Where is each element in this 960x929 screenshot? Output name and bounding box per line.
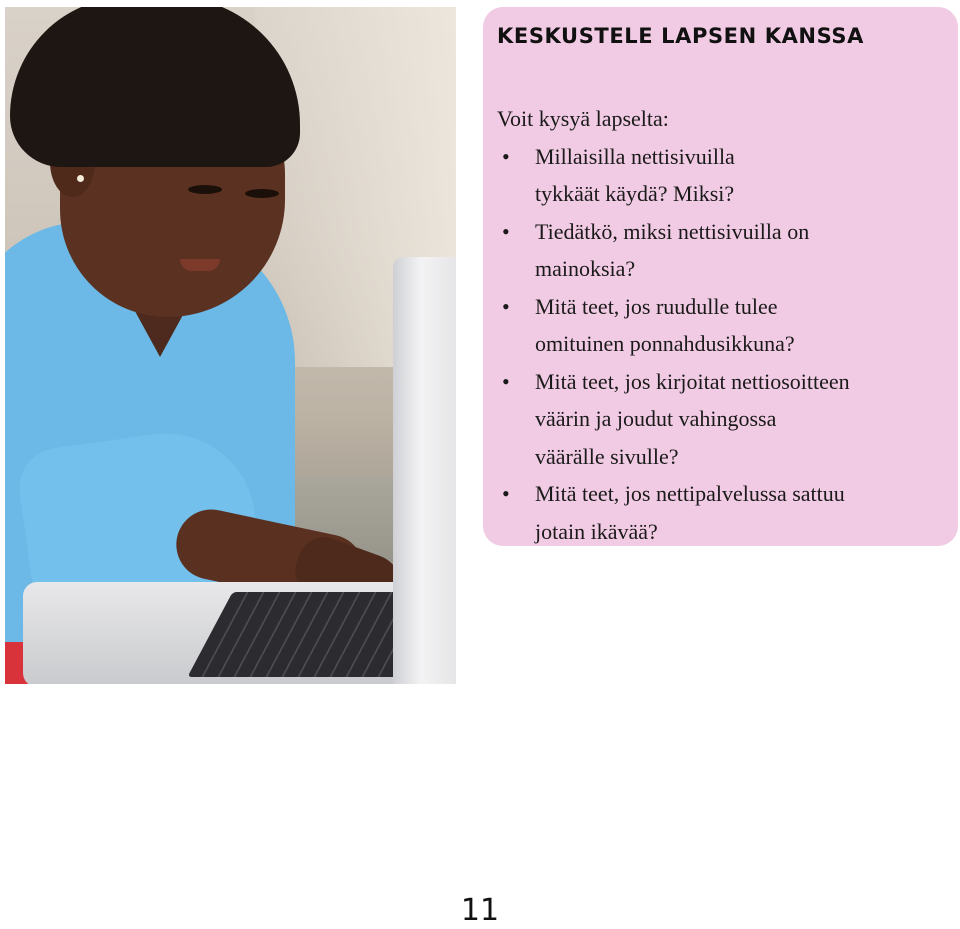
question-line: tykkäät käydä? Miksi?	[535, 181, 735, 206]
intro-text: Voit kysyä lapselta:	[497, 106, 669, 131]
question-item	[497, 475, 944, 550]
question-item	[497, 363, 944, 476]
photo-child-using-laptop	[5, 7, 456, 684]
bullet-icon: •	[502, 293, 510, 319]
question-line: Tiedätkö, miksi nettisivuilla on	[535, 218, 810, 244]
discussion-tips-box	[483, 7, 958, 546]
box-title: KESKUSTELE LAPSEN KANSSA	[497, 24, 864, 48]
question-line: jotain ikävää?	[535, 518, 658, 544]
question-line: väärälle sivulle?	[535, 443, 679, 469]
question-line: Millaisilla nettisivuilla	[535, 143, 735, 169]
photo-eye-left	[188, 185, 222, 194]
question-item	[497, 138, 944, 213]
question-line: Mitä teet, jos nettipalvelussa sattuu	[535, 481, 845, 506]
photo-earring	[77, 175, 84, 182]
photo-hair	[10, 7, 300, 167]
question-list	[497, 138, 944, 551]
page-number: 11	[460, 893, 500, 928]
bullet-icon: •	[502, 481, 510, 506]
question-line: Mitä teet, jos kirjoitat nettiosoitteen	[535, 368, 850, 394]
question-line: Mitä teet, jos ruudulle tulee	[535, 293, 778, 319]
bullet-icon: •	[502, 218, 510, 244]
bullet-icon: •	[502, 143, 510, 169]
photo-mouth	[180, 259, 220, 271]
photo-laptop-screen	[393, 257, 456, 684]
question-line: väärin ja joudut vahingossa	[535, 406, 777, 431]
question-item	[497, 213, 944, 288]
photo-eye-right	[245, 189, 279, 198]
bullet-icon: •	[502, 368, 510, 394]
question-line: omituinen ponnahdusikkuna?	[535, 331, 795, 356]
question-item	[497, 288, 944, 363]
question-line: mainoksia?	[535, 256, 636, 281]
